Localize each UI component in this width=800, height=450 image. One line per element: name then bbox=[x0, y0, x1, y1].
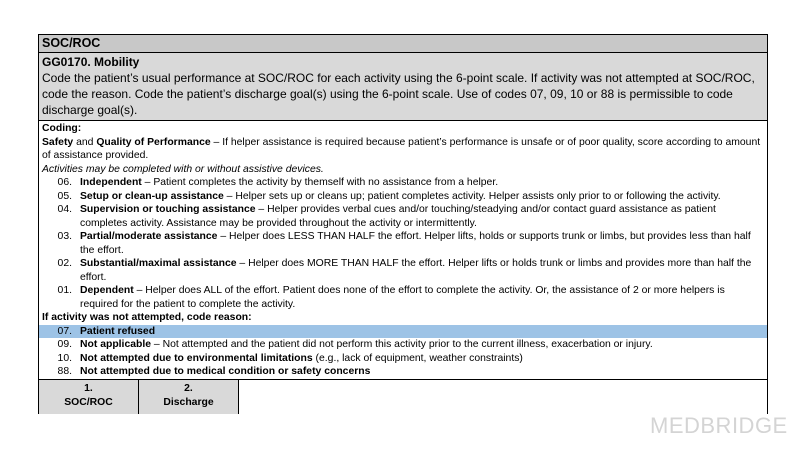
code-03-row: 03. Partial/moderate assistance – Helper does LESS THAN HALF the effort. Helper lifts, holds or supports trunk or limbs, but provides less than half the effort. bbox=[57, 231, 751, 256]
reason-88-row: 88. Not attempted due to medical condition or safety concerns bbox=[57, 366, 371, 377]
answer-spacer bbox=[239, 380, 767, 414]
item-code-title: GG0170. Mobility bbox=[42, 55, 140, 69]
code-02-row: 02. Substantial/maximal assistance – Helper does MORE THAN HALF the effort. Helper lifts or holds trunk or limbs and provides more than half the effort. bbox=[57, 258, 752, 283]
item-instruction: Code the patient’s usual performance at SOC/ROC for each activity using the 6-point scale. If activity was not attempted at SOC/ROC, code the reason. Code the patient’s discharge goal(s) using the 6-point scale. Use of codes 07, 09, 10 or 88 is permissible to code discharge goal(s). bbox=[42, 71, 755, 117]
code-05-row: 05. Setup or clean-up assistance – Helper sets up or cleans up; patient completes activity. Helper assists only prior to or following the activity. bbox=[57, 190, 721, 202]
safety-text: Safety and Quality of Performance – If helper assistance is required because patient’s performance is unsafe or of poor quality, score according to amount of assistance provided. bbox=[42, 136, 761, 161]
reason-10-row: 10. Not attempted due to environmental limitations (e.g., lack of equipment, weather constraints) bbox=[57, 352, 523, 364]
assistive-note: Activities may be completed with or without assistive devices. bbox=[42, 163, 324, 175]
reason-07-row: 07. Patient refused bbox=[39, 325, 767, 339]
coding-section bbox=[39, 121, 767, 379]
discharge-column-header: 2. Discharge bbox=[139, 380, 239, 414]
soc-roc-column-header: 1. SOC/ROC bbox=[39, 380, 139, 414]
answer-columns bbox=[39, 379, 767, 414]
section-title: SOC/ROC bbox=[39, 35, 767, 53]
medbridge-watermark: MEDBRIDGE bbox=[650, 413, 788, 438]
coding-heading: Coding: bbox=[42, 123, 82, 134]
reason-09-row: 09. Not applicable – Not attempted and the patient did not perform this activity prior to the current illness, exacerbation or injury. bbox=[57, 339, 653, 350]
mobility-form bbox=[38, 34, 768, 414]
not-attempted-heading: If activity was not attempted, code reason: bbox=[42, 312, 252, 323]
code-01-row: 01. Dependent – Helper does ALL of the effort. Patient does none of the effort to complete the activity. Or, the assistance of 2 or more helpers is required for the patient to complete the activity. bbox=[57, 285, 725, 310]
code-06-row: 06. Independent – Patient completes the activity by themself with no assistance from a helper. bbox=[57, 177, 499, 188]
code-04-row: 04. Supervision or touching assistance – Helper provides verbal cues and/or touching/steadying and/or contact guard assistance as patient completes activity. Assistance may be provided throughout the activity or intermittently. bbox=[57, 204, 716, 229]
item-header bbox=[39, 53, 767, 121]
